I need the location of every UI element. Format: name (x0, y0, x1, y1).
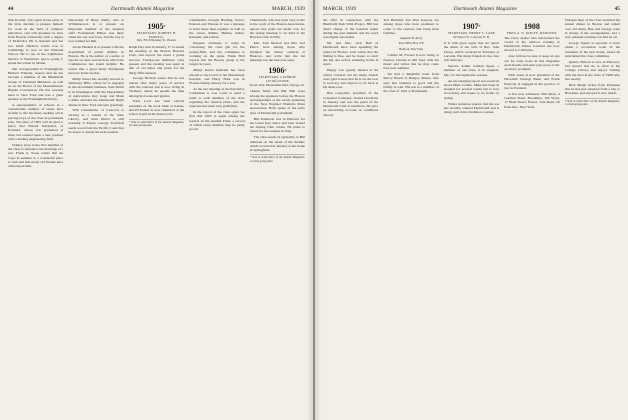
paragraph: Stanley Gray is the first member of the class to announce the marriage of a son. Frank A. Stone writes that the Cape in summer is a wonderful place to visit and that many old friends have called upon him. (8, 142, 64, 169)
class-year: 1908 (523, 22, 540, 31)
paragraph: Bill Robinson was in Hanover for the Green Key dance and later visited the Outing Club cabins. He plans to return for the reunion in June. (249, 116, 306, 134)
column-5 (565, 18, 620, 418)
paragraph: George Squire is reported to have added a recreation room in the basement of his new home, where he entertained the class committee. (564, 40, 621, 58)
class-numeral-heading (129, 22, 184, 31)
footnote-marker: * (284, 68, 287, 74)
column-1 (323, 18, 378, 418)
paragraph: Dick Jones is now president of the Haverhill Savings Bank, and Frank Peabody is engaged in the practice of law in Portland. (504, 72, 560, 90)
paragraph: We had a delightful letter from Marcy Beach of Bangor, Maine, who says that business is good and the family is well. His son is a member of the class of 1941 at Dartmouth. (383, 72, 439, 94)
paragraph: Walter Asherton reports that his son has recently entered Dartmouth and is doing well in his freshman courses. (443, 101, 500, 115)
footnote: * Sent to subscribers of the Alumni Magazine, on class group plan. (249, 155, 306, 163)
paragraph: Charlie Main and Bill Bell were among the speakers before the Boston newspapermen at the recent gathering of the New England Women's Press Association. Both spoke of the early days of Dartmouth journalism. (249, 89, 306, 115)
paragraph: Midge Kent's husband has been elected to the board of the Manchester hospital, and Harry Hunt was in Florida during January for a rest. (189, 68, 245, 86)
class-secretary: SECRETARY, LATHROP LIVINGSTONE (258, 75, 296, 84)
left-page (0, 0, 313, 420)
paragraph: Quincy Ballard is now in Hanover, and reports that he is often at the College Library and enjoys visiting with the men in the class of 1908 who live nearby. (564, 59, 621, 81)
paragraph: Request continues to come in concerning the class gift for the twenty-fifth, and the committee is working on the plans. Frank Hall reports that the Boston group is the largest in years. (189, 40, 245, 67)
footnote-marker: * (478, 24, 481, 29)
gutter-shadow (307, 0, 313, 420)
column-1 (8, 18, 63, 418)
footnote: * Sent to subscribers of the Alumni Magazine, on class group plan. (564, 98, 621, 107)
paragraph: Our correspondent in Framingham, Herbert Wheeler, reports that he has become a member of the Ministerial Group of Christian Ministers, as well as on the Board of the Massachusetts Baptist Convention. He has recently been to New York and was a guest speaker at the Framingham Rotary. (8, 66, 64, 101)
paragraph: Happy was greatly missed at the winter carnival, but his many friends were glad to hear that he is on the road to recovery and expects to be back at his desk soon. (323, 68, 379, 90)
text-columns (8, 18, 305, 418)
paragraph: George Nichols writes that he has retired after many years of service with the railroad and is now living in Vermont, where he spends his time among his books and garden. (128, 76, 185, 98)
class-numeral-heading (444, 22, 499, 31)
paragraph: Dick Meigs writes from Pasadena that he has just returned from a trip to Honolulu, and enjoyed it very much. (564, 82, 621, 96)
class-year: 1906 (268, 66, 285, 76)
column-2 (383, 18, 438, 418)
class-numeral-heading (504, 22, 559, 31)
signoff-address-line: Post Office Box 178 (398, 41, 424, 46)
paragraph: Ted Hubbard and Don Kenyon are among those who have promised to come to the reunion and bring their families. (383, 18, 439, 35)
column-3 (444, 18, 499, 418)
paragraph: It is with great regret that we report the death of the wife of Rev. John Chase, which occurred in February at Laconia. Her many friends in the class will miss her. (443, 41, 500, 63)
page-number: 44 (8, 6, 14, 12)
magazine-title: Dartmouth Alumni Magazine (453, 6, 517, 12)
paragraph: Will Chamberlin of Concord is serving as a trustee of the State Library, and John Harris is still teaching at Exeter. George Twitchell sends word from the Pacific Coast that he hopes to attend the next reunion. (68, 108, 124, 134)
paragraph: The fancy dealer who entertained the crowd at the outdoor evening at Dartmouth Winter Carnival has now moved to California. (504, 35, 560, 53)
paragraph: Mrs. Tom Morton and Mrs. Ted Pierce were among those who attended the winter carnival at Hanover, and write that the ski jumping was the best ever seen. (249, 40, 306, 63)
column-2 (68, 18, 123, 418)
column-4 (504, 18, 559, 418)
paragraph: the offer in connection with the Humboldt Park WPA Project. Bill had direct charge of the baseball teams during the past summer and the work was highly successful. (323, 18, 379, 40)
paragraph: Senator Arthur Gilman Spear, a member of our class, is in Augusta, Me., for the legislative session. (443, 64, 500, 77)
paragraph: Chamberlin, who has been very active in the work of the Boston Association, reports that plans are under way for the spring meeting to be held at the Harvard Club in May. (249, 18, 306, 40)
paragraph: Thirteen men of the class attended the annual dinner in Boston and talked over old times. Ben and George were in charge of the arrangements, and a very pleasant evening was had by all. (564, 18, 621, 40)
paragraph: Also fellows be sure to keep an eye out for class notes in this magazine each month, and send your news to the secretary promptly. (504, 54, 560, 72)
column-4 (189, 18, 244, 418)
text-columns (323, 18, 620, 418)
class-secretary: SECRETARY, ROBERT H. FARRELL (136, 31, 177, 39)
paragraph: Chamberlin, Clough, Harding, Jewett, Pearson and Weston. It was a pleasure to have these men together as well as the wives, Ruthie, Babbie, Abbie, Kenneth, and Lillian. (189, 18, 245, 40)
signoff-address-line: Bedford, New York (399, 46, 423, 51)
footnote-marker: * (163, 24, 166, 29)
secretary-address: Rm. 705-50 Kenney St., Boston (137, 38, 176, 43)
paragraph: Alvan Haskell is at present with the department of public utilities in Boston. He is the author of a series of reports on rates and services which the Commission has found helpful. He writes that a great many Dartmouth men are in his section. (68, 45, 124, 76)
column-3 (129, 18, 184, 418)
paragraph: At the last meeting of the Executive Committee it was voted to send a letter to each member of the class regarding the reunion plans, and the response has been very gratifying. (189, 86, 245, 109)
paragraph: In the report of the class agent we find that 1905 is again among the leaders in the Alumni Fund, a record of which every member may be justly proud. (189, 109, 245, 132)
right-page (315, 0, 628, 420)
issue-date: MARCH, 1939 (323, 6, 357, 12)
paragraph: fellowship of Harry Reilly, who at Williamstown is at present an important member of the hospital staff. Fortunately Hilton was there when his son was born, and the boy is now named for him. (68, 18, 124, 44)
page-number: 45 (614, 6, 620, 12)
paragraph: A representative of schools in a considerable number of states have written to the Secretary seeking aid in placing boys of the class in permanent jobs. The men of 1905 will be glad to know that Harold Pendexter, of Portland, whose son graduated in June, has entered upon a new position with a leading engineering firm. (8, 102, 64, 142)
paragraph: Mr. and Mrs. Jack Bell of Dartmouth have been spending the winter in Florida. Jack writes that the fishing is fine, and he hopes to catch the big one before returning home in April. (323, 40, 379, 67)
paragraph: Earle Lord has been elected president of the local bank at Keene, and Ed Parker is now chairman of the school board in his home town. (128, 99, 185, 117)
issue-date: MARCH, 1939 (271, 6, 305, 12)
paragraph: A few new addresses: Bill Allen, 4 Gardner Road, Brookline; Jim Ward, 17 Main Street, Exeter; Tom Reed, 50 Park Ave., New York. (504, 91, 560, 109)
magazine-title: Dartmouth Alumni Magazine (111, 6, 175, 12)
secretary-address: Room 1432, Merchandise Mart, Chicago, Ill. (250, 82, 305, 87)
paragraph: Charlie M. Everett is now living at Nassau. Charles is still busy with his music and writes that he may come East next summer. (383, 53, 439, 71)
class-secretary: SECRETARY, HENRY S. LANE (447, 31, 496, 35)
paragraph: Ben Carpenter, president of the Carpenter Company, visited Cleveland in January and was the guest of the Dartmouth Club at luncheon. He gave an interesting account of conditions abroad. (323, 91, 379, 117)
footnote: * Sent to subscribers of the Alumni Magazine, on class group plan. (128, 119, 185, 128)
signoff-name: Augustin H. Avery (399, 35, 423, 40)
running-head (323, 6, 620, 15)
class-numeral-heading (250, 66, 305, 75)
paragraph: The class sends its sympathy to Bill Simonds on the death of his mother, which occurred in January at her home in Springfield. (249, 135, 306, 153)
class-secretary: FRED A. N. RIPLEY, HANOVER (507, 31, 557, 35)
paragraph: An encouraging report was received about Mike Collins. Mike has been in hospital for several weeks but is now recovering and hopes to be home by spring. (443, 78, 500, 100)
running-head (8, 6, 305, 15)
column-5 (250, 18, 305, 418)
paragraph: than Kochel, who spent seven years of the 21th, decided to prepare himself for work in the field of religious education, and will graduate in June from Boston University with a degree of M.Rel.Ed. He is married and has two small children. Curtis Coe of Cambridge is now in the National School. He is one in the Lighthouse Service at Nantucket, and is going to spend the winter in Maine. (8, 18, 64, 65)
secretary-address: 82 School St., Concord, N. H. (453, 34, 490, 39)
gutter-shadow (315, 0, 321, 420)
paragraph: Ralph Day sent in January 17 to attend the meeting at the Boston Harvard Club, and reports the event a grand success. Twenty-one members were present and the evening was spent in talk of old times and plans for the thirty-fifth reunion. (128, 44, 185, 75)
class-year: 1907 (462, 22, 479, 31)
paragraph: Philip Sweet has recently moved to Wellesley Hills, where he is engaged in the investment business. Sam Smith is in Washington with the Department of Agriculture. Ray Gage and Mark Collins attended the Dartmouth Night dinner in New York and sent greetings. (68, 76, 124, 107)
class-year: 1905 (147, 22, 164, 31)
